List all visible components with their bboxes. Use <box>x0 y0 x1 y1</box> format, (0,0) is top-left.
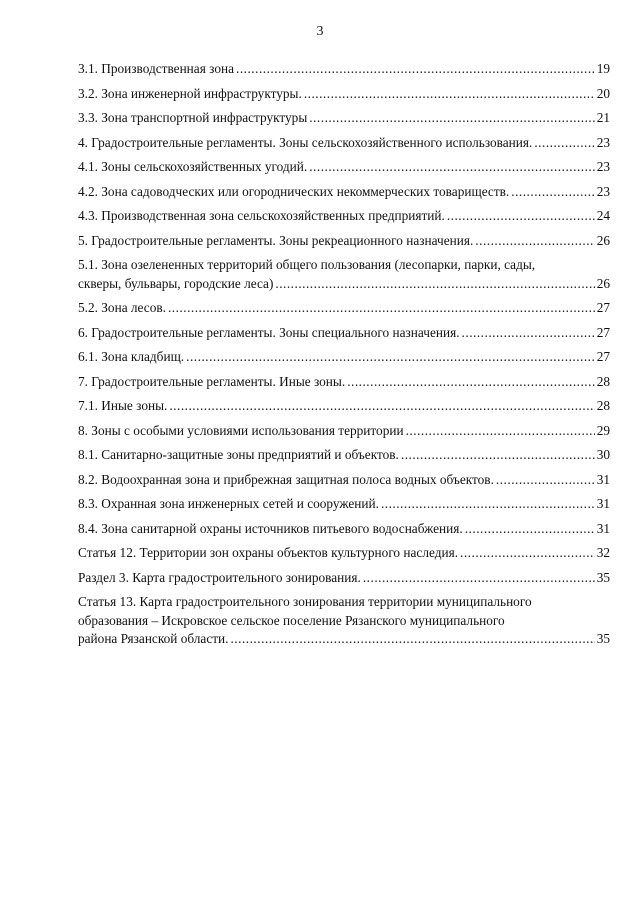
toc-entry-page: 19 <box>596 61 610 76</box>
dot-leader <box>460 544 595 563</box>
toc-entry-title: 6.1. Зона кладбищ. <box>78 349 185 364</box>
toc-entry-title: 8.3. Охранная зона инженерных сетей и сооружений. <box>78 496 379 511</box>
toc-entry-page: 20 <box>596 85 610 101</box>
toc-entry-title: 3.2. Зона инженерной инфраструктуры. <box>78 85 302 101</box>
toc-entry-6-1[interactable] <box>78 348 610 367</box>
toc-entry-title: 7.1. Иные зоны. <box>78 398 168 413</box>
toc-entry-page: 26 <box>596 232 610 248</box>
toc-entry-title-line: 5.1. Зона озелененных территорий общего пользования (лесопарки, парки, сады, <box>78 257 536 272</box>
dot-leader <box>230 630 594 649</box>
toc-entry-8-2[interactable] <box>78 471 610 490</box>
toc-entry-page: 27 <box>596 349 610 364</box>
toc-entry-3-3[interactable] <box>78 109 610 128</box>
toc-entry-title: 3.3. Зона транспортной инфраструктуры <box>78 110 308 125</box>
toc-entry-title: Раздел 3. Карта градостроительного зонирования. <box>78 569 361 585</box>
dot-leader <box>406 422 595 441</box>
toc-entry-page: 35 <box>596 631 610 646</box>
dot-leader <box>309 158 594 177</box>
toc-entry-page: 31 <box>596 520 610 536</box>
toc-entry-title: 4.1. Зоны сельскохозяйственных угодий. <box>78 159 308 174</box>
toc-entry-page: 32 <box>596 545 610 560</box>
dot-leader <box>363 569 595 588</box>
toc-entry-title: 4.3. Производственная зона сельскохозяйственных предприятий. <box>78 208 445 223</box>
toc-entry-3-2[interactable] <box>78 85 610 104</box>
toc-entry-title: 3.1. Производственная зона <box>78 61 234 76</box>
toc-entry-title: Статья 12. Территории зон охраны объектов культурного наследия. <box>78 545 459 560</box>
toc-entry-5-1[interactable] <box>78 256 610 293</box>
toc-entry-page: 21 <box>596 110 610 125</box>
dot-leader <box>381 495 595 514</box>
dot-leader <box>511 183 594 202</box>
toc-entry-title-line: Статья 13. Карта градостроительного зонирования территории муниципального <box>78 594 532 609</box>
toc-entry-page: 31 <box>596 496 610 511</box>
page-number: 3 <box>316 24 324 39</box>
toc-entry-title: 8.1. Санитарно-защитные зоны предприятий и объектов. <box>78 447 399 462</box>
toc-entry-page: 27 <box>596 300 610 315</box>
toc-entry-page: 23 <box>596 159 610 174</box>
toc-entry-4-2[interactable] <box>78 183 610 202</box>
toc-entry-5-2[interactable] <box>78 299 610 318</box>
toc-entry-last-line <box>78 630 610 649</box>
toc-entry-page: 29 <box>596 422 610 438</box>
toc-entry-page: 35 <box>596 569 610 585</box>
dot-leader <box>309 109 594 128</box>
toc-entry-7-1[interactable] <box>78 397 610 416</box>
toc-entry-page: 23 <box>596 134 610 150</box>
toc-entry-page: 30 <box>596 447 610 462</box>
toc-entry-8-1[interactable] <box>78 446 610 465</box>
toc-entry-page: 26 <box>596 275 610 291</box>
toc-entry-page: 24 <box>596 208 610 223</box>
toc-entry-4-3[interactable] <box>78 207 610 226</box>
toc-entry-8[interactable] <box>78 422 610 441</box>
toc-entry-page: 31 <box>596 471 610 487</box>
toc-entry-title: 7. Градостроительные регламенты. Иные зоны. <box>78 373 346 389</box>
toc-entry-title: 5.2. Зона лесов. <box>78 300 166 315</box>
dot-leader <box>496 471 595 490</box>
dot-leader <box>534 134 594 153</box>
dot-leader <box>447 207 595 226</box>
dot-leader <box>465 520 595 539</box>
toc-entry-8-4[interactable] <box>78 520 610 539</box>
dot-leader <box>304 85 595 104</box>
toc-entry-page: 27 <box>596 324 610 340</box>
toc-entry-title: 4.2. Зона садоводческих или огороднических некоммерческих товариществ. <box>78 183 510 199</box>
dot-leader <box>475 232 594 251</box>
toc-entry-4-1[interactable] <box>78 158 610 177</box>
toc-entry-page: 28 <box>596 373 610 389</box>
dot-leader <box>186 348 595 367</box>
toc-entry-5[interactable] <box>78 232 610 251</box>
dot-leader <box>169 397 594 416</box>
toc-entry-title: 4. Градостроительные регламенты. Зоны сельскохозяйственного использования. <box>78 134 533 150</box>
toc-entry-4[interactable] <box>78 134 610 153</box>
toc-entry-title: района Рязанской области. <box>78 631 229 646</box>
dot-leader <box>347 373 595 392</box>
toc-entry-8-3[interactable] <box>78 495 610 514</box>
dot-leader <box>275 275 594 294</box>
toc-entry-title: 8.2. Водоохранная зона и прибрежная защитная полоса водных объектов. <box>78 471 494 487</box>
toc-entry-6[interactable] <box>78 324 610 343</box>
dot-leader <box>401 446 595 465</box>
toc-entry-article-13[interactable] <box>78 593 610 649</box>
toc-entry-title: 8. Зоны с особыми условиями использования территории <box>78 422 404 438</box>
dot-leader <box>462 324 595 343</box>
toc-entry-title: 8.4. Зона санитарной охраны источников питьевого водоснабжения. <box>78 520 463 536</box>
toc-entry-section-3[interactable] <box>78 569 610 588</box>
toc-entry-last-line <box>78 275 610 294</box>
toc-entry-7[interactable] <box>78 373 610 392</box>
dot-leader <box>236 60 595 79</box>
toc-entry-3-1[interactable] <box>78 60 610 79</box>
toc-entry-article-12[interactable] <box>78 544 610 563</box>
toc-entry-title: 5. Градостроительные регламенты. Зоны рекреационного назначения. <box>78 232 474 248</box>
toc-entry-title-line: образования – Искровское сельское поселение Рязанского муниципального <box>78 612 505 628</box>
toc-entry-page: 28 <box>596 398 610 413</box>
dot-leader <box>168 299 595 318</box>
table-of-contents <box>78 60 610 655</box>
toc-entry-title: скверы, бульвары, городские леса) <box>78 275 274 291</box>
toc-entry-page: 23 <box>596 183 610 199</box>
toc-entry-title: 6. Градостроительные регламенты. Зоны специального назначения. <box>78 324 460 340</box>
